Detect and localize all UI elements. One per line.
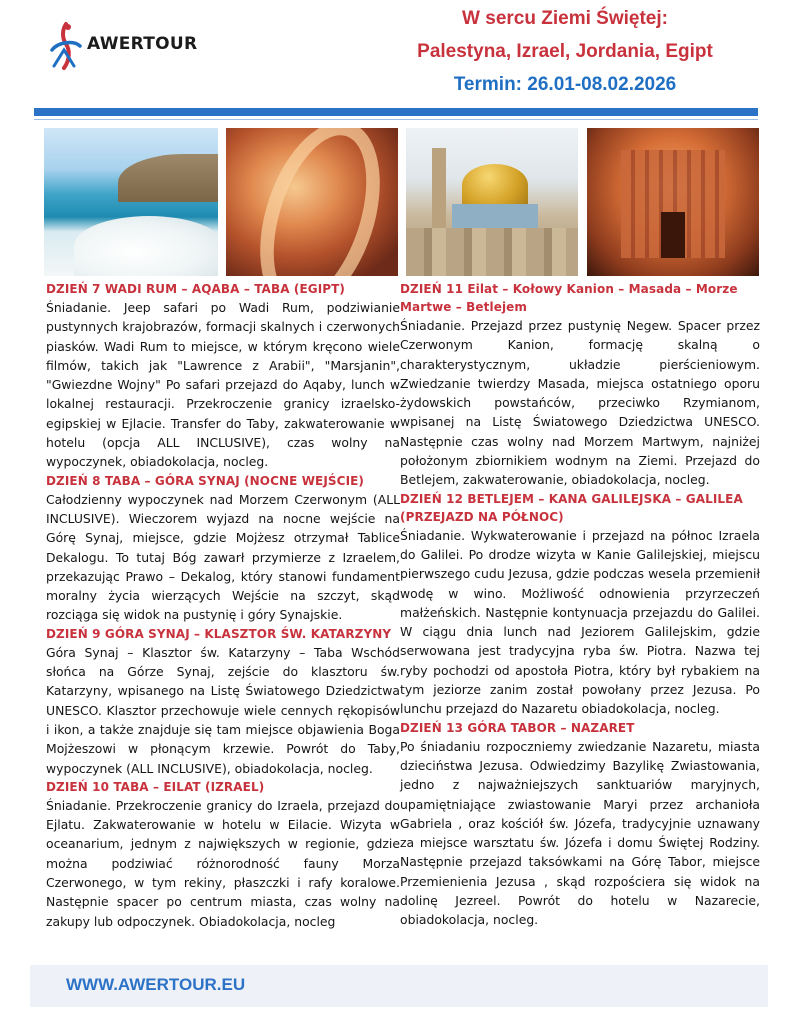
- right-itinerary-column: [400, 280, 760, 930]
- header-divider: [34, 108, 758, 116]
- photo-swirl: [238, 128, 398, 276]
- header-title-line1: W sercu Ziemi Świętej:: [462, 8, 668, 29]
- photo-petra: [587, 128, 759, 276]
- photo-dome-base: [452, 204, 538, 228]
- photo-cliff: [118, 154, 218, 202]
- photo-city: [406, 228, 578, 276]
- pilgrim-figure-logo-icon: [44, 20, 88, 72]
- day-9-title: DZIEŃ 9 GÓRA SYNAJ – KLASZTOR ŚW. KATARZYNY: [46, 626, 392, 641]
- photo-dome: [462, 164, 528, 206]
- day-7-body: Śniadanie. Jeep safari po Wadi Rum, podziwianie pustynnych krajobrazów, formacji skalnych i czerwonych piasków. Wadi Rum to miejsce, w którym kręcono wiele filmów, takich jak "Lawrence z Arabii", "Marsjanin", "Gwiezdne Wojny" Po safari przejazd do Aqaby, lunch w lokalnej restauracji. Przekroczenie granicy izraelsko-egipskiej w Ejlacie. Transfer do Taby, zakwaterowanie w hotelu (opcja ALL INCLUSIVE), czas wolny na wypoczynek, obiadokolacja, nocleg.: [46, 300, 400, 470]
- day-9-body: Góra Synaj – Klasztor św. Katarzyny – Taba Wschód słońca na Górze Synaj, zejście do klasztoru św. Katarzyny, wpisanego na Listę Światowego Dziedzictwa UNESCO. Klasztor przechowuje wiele cennych rękopisów i ikon, a także znajduje się tam miejsce objawienia Boga Mojżeszowi w płonącym krzewie. Powrót do Taby, wypoczynek (ALL INCLUSIVE), obiadokolacja, nocleg.: [46, 644, 400, 776]
- day-10-body: Śniadanie. Przekroczenie granicy do Izraela, przejazd do Ejlatu. Zakwaterowanie w hotelu w Eilacie. Wizyta w oceanarium, jednym z największych w regionie, gdzie można podziwiać różnorodność fauny Morza Czerwonego, w tym rekiny, płaszczki i rafy koralowe. Następnie spacer po centrum miasta, czas wolny na zakupy lub odpoczynek. Obiadokolacja, nocleg: [46, 797, 400, 929]
- photo-salt: [74, 216, 218, 276]
- day-11-body: Śniadanie. Przejazd przez pustynię Negew. Spacer przez Czerwonym Kanion, formację skalną o charakterystycznym, układzie pierścieniowym. Zwiedzanie twierdzy Masada, miejsca ostatniego oporu żydowskich powstańców, przeciwko Rzymianom, wpisanej na Listę Światowego Dziedzictwa UNESCO. Następnie czas wolny nad Morzem Martwym, najniżej położonym zbiornikiem wodnym na Ziemi. Przejazd do Betlejem, zakwaterowanie, obiadokolacja, nocleg.: [400, 318, 760, 488]
- day-13-body: Po śniadaniu rozpoczniemy zwiedzanie Nazaretu, miasta dzieciństwa Jezusa. Odwiedzimy Bazylikę Zwiastowania, jedno z najważniejszych sanktuariów maryjnych, upamiętniające zwiastowanie Maryi przez archanioła Gabriela , oraz kościół św. Józefa, tradycyjnie uznawany za miejsce warsztatu św. Józefa i domu Świętej Rodziny. Następnie przejazd taksówkami na Górę Tabor, miejsce Przemienienia Jezusa , skąd rozpościera się widok na dolinę Jezreel. Powrót do hotelu w Nazarecie, obiadokolacja, nocleg.: [400, 738, 760, 928]
- footer-bar: [30, 965, 768, 1007]
- left-itinerary-column: [46, 280, 400, 931]
- day-12-body: Śniadanie. Wykwaterowanie i przejazd na północ Izraela do Galilei. Po drodze wizyta w Kanie Galilejskiej, miejscu pierwszego cudu Jezusa, gdzie podczas wesela przemienił wodę w wino. Możliwość odnowienia przyrzeczeń małżeńskich. Następnie kontynuacja przejazdu do Galilei. W ciągu dnia lunch nad Jeziorem Galilejskim, gdzie serwowana jest tradycyjna ryba św. Piotra. Nazwa tej ryby pochodzi od apostoła Piotra, który był rybakiem na tym jeziorze zanim został powołany przez Jezusa. Po lunchu przejazd do Nazaretu obiadokolacja, nocleg.: [400, 527, 760, 717]
- logo-text: AWERTOUR: [87, 34, 198, 54]
- page-header: [400, 6, 730, 96]
- photo-door: [661, 212, 685, 258]
- website-link[interactable]: WWW.AWERTOUR.EU: [66, 975, 246, 994]
- photo-jerusalem: [406, 128, 578, 276]
- trip-dates: Termin: 26.01-08.02.2026: [453, 74, 677, 95]
- header-title-line2: Palestyna, Izrael, Jordania, Egipt: [417, 41, 713, 62]
- day-8-title: DZIEŃ 8 TABA – GÓRA SYNAJ (NOCNE WEJŚCIE): [46, 473, 365, 488]
- awertour-logo: [44, 20, 214, 72]
- day-10-title: DZIEŃ 10 TABA – EILAT (IZRAEL): [46, 779, 265, 794]
- day-7-title: DZIEŃ 7 WADI RUM – AQABA – TABA (EGIPT): [46, 282, 346, 296]
- photo-dead-sea: [44, 128, 218, 276]
- day-8-body: Całodzienny wypoczynek nad Morzem Czerwonym (ALL INCLUSIVE). Wieczorem wyjazd na nocne wejście na Górę Synaj, miejsce, gdzie Mojżesz otrzymał Tablice Dekalogu. To tutaj Bóg zawarł przymierze z Izraelem, przekazując Prawo – Dekalog, który stanowi fundament moralny życia wierzących Wejście na szczyt, skąd rozciąga się widok na pustynię i góry Synajskie.: [46, 491, 400, 623]
- day-13-title: DZIEŃ 13 GÓRA TABOR – NAZARET: [400, 720, 635, 735]
- photo-canyon: [226, 128, 398, 276]
- photo-tower: [432, 148, 446, 238]
- header-divider-thin: [34, 119, 758, 120]
- day-11-title: DZIEŃ 11 Eilat – Kołowy Kanion – Masada – Morze Martwe – Betlejem: [400, 282, 738, 314]
- day-12-title: DZIEŃ 12 BETLEJEM – KANA GALILEJSKA – GALILEA (PRZEJAZD NA PÓŁNOC): [400, 491, 743, 524]
